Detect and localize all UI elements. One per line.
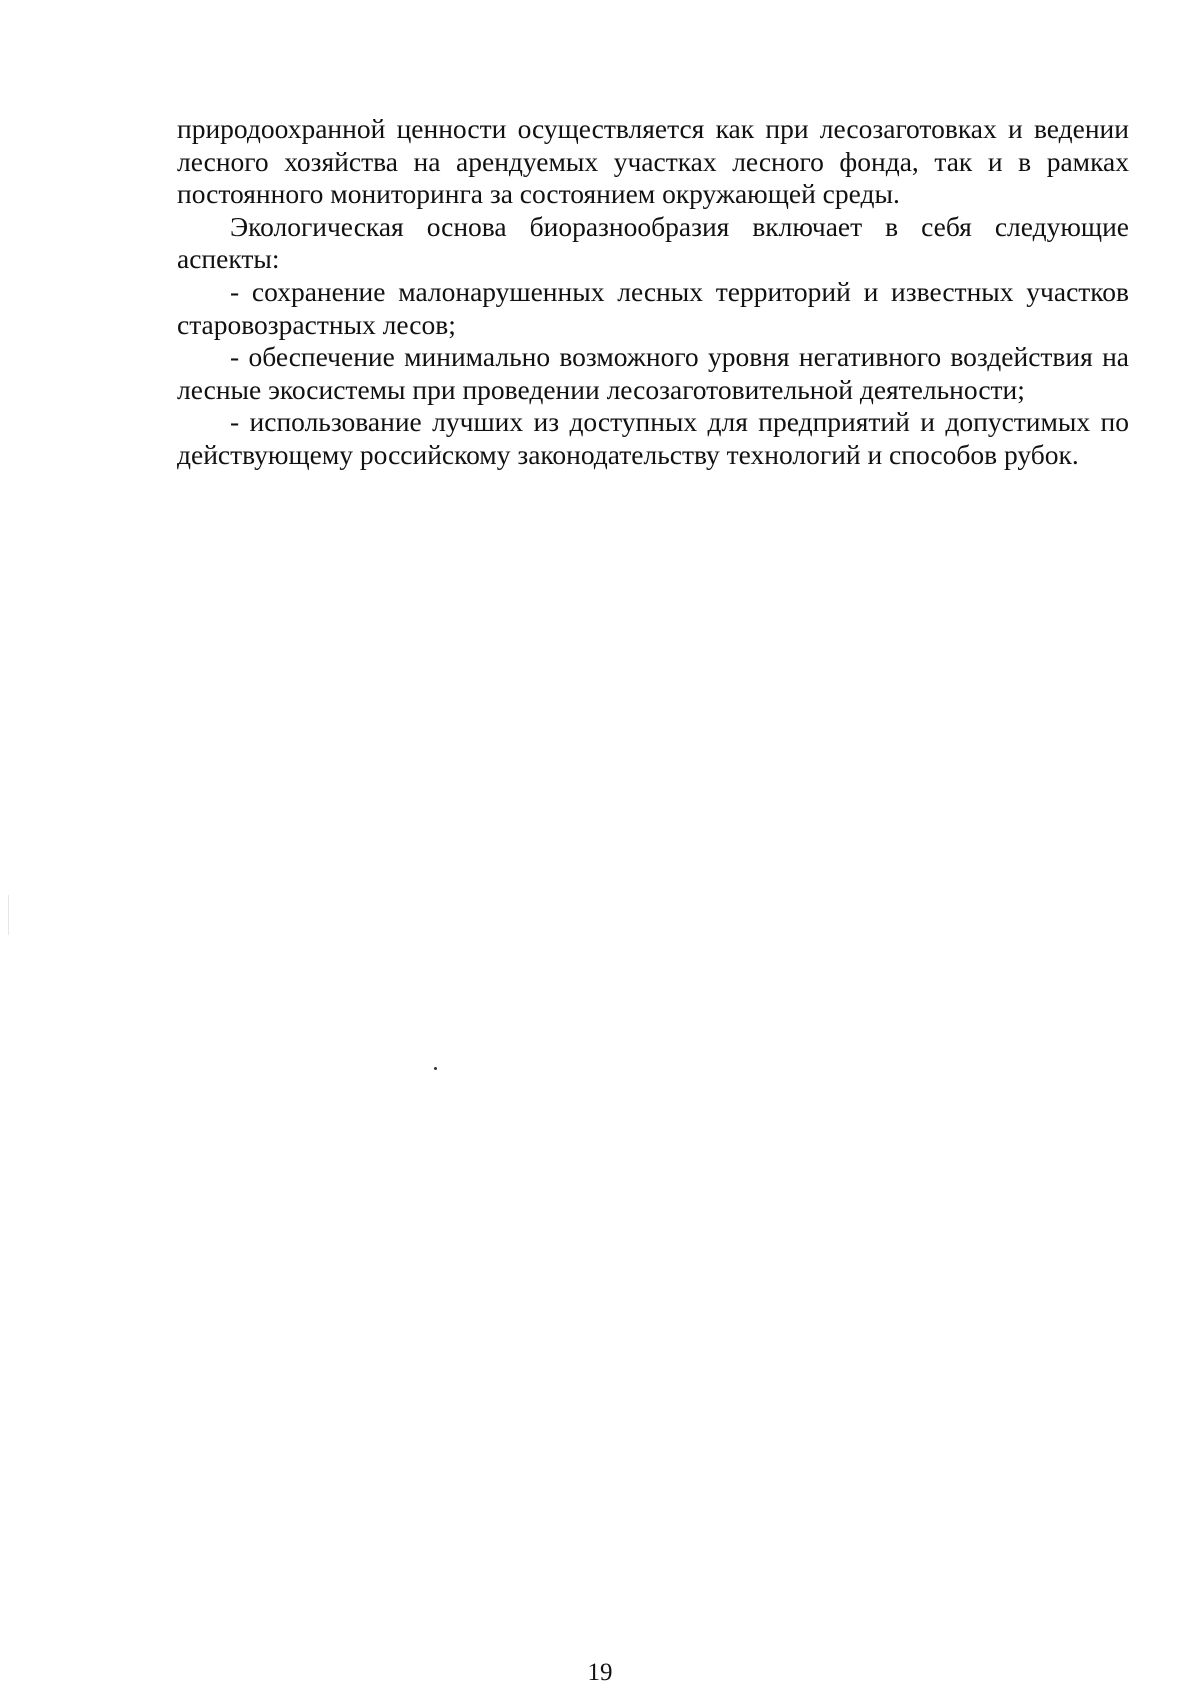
body-text	[177, 113, 1129, 472]
list-item-best-technologies: - использование лучших из доступных для предприятий и допустимых по действующему российскому законодательству технологий и способов рубок.	[177, 406, 1129, 470]
list-item-preservation: - сохранение малонарушенных лесных территорий и известных участков старовозрастных лесов;	[177, 275, 1129, 340]
paragraph-biodiversity-basis: Экологическая основа биоразнообразия включает в себя следующие аспекты:	[177, 210, 1129, 275]
scan-speck	[434, 1067, 437, 1070]
page-number: 19	[587, 1659, 613, 1686]
list-item-minimal-impact: - обеспечение минимально возможного уровня негативного воздействия на лесные экосистемы при проведении лесозаготовительной деятельности;	[177, 341, 1129, 405]
paragraph-continuation: природоохранной ценности осуществляется как при лесозаготовках и ведении лесного хозяйства на арендуемых участках лесного фонда, так и в рамках постоянного мониторинга за состоянием окружающей среды.	[177, 113, 1129, 210]
scan-edge-mark	[8, 895, 9, 935]
